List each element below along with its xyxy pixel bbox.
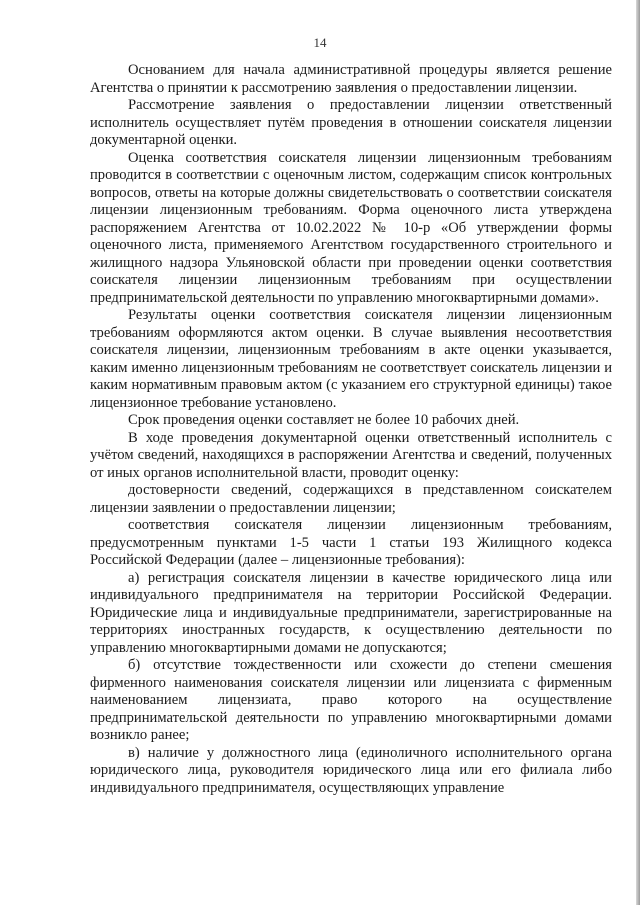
document-body [90, 62, 612, 797]
paragraph-deadline: Срок проведения оценки составляет не более 10 рабочих дней. [128, 412, 520, 428]
paragraph-review: Рассмотрение заявления о предоставлении лицензии ответственный исполнитель осуществляет путём проведения в отношении соискателя лицензии документарной оценки. [90, 97, 612, 148]
paragraph-assessment-results: Результаты оценки соответствия соискателя лицензии лицензионным требованиям оформляются актом оценки. В случае выявления несоответствия соискателя лицензии, лицензионным требованиям в акте оценки указывается, каким именно лицензионным требованиям не соответствует соискатель лицензии и каким нормативным правовым актом (с указанием его структурной единицы) такое лицензионное требование установлено. [90, 307, 612, 411]
paragraph-compliance: соответствия соискателя лицензии лицензионным требованиям, предусмотренным пунктами 1-5 части 1 статьи 193 Жилищного кодекса Российской Федерации (далее – лицензионные требования): [90, 517, 612, 568]
scan-edge-shadow [636, 0, 640, 905]
paragraph-assessment-form: Оценка соответствия соискателя лицензии лицензионным требованиям проводится в соответствии с оценочным листом, содержащим список контрольных вопросов, ответы на которые должны свидетельствовать о соответствии соискателя лицензии лицензионным требованиям. Форма оценочного листа утверждена распоряжением Агентства от 10.02.2022 № 10-р «Об утверждении формы оценочного листа, применяемого Агентством государственного строительного и жилищного надзора Ульяновской области при проведении оценки соответствия соискателя лицензии лицензионным требованиям при осуществлении предпринимательской деятельности по управлению многоквартирными домами». [90, 149, 612, 306]
paragraph-item-a: а) регистрация соискателя лицензии в качестве юридического лица или индивидуального предпринимателя на территории Российской Федерации. Юридические лица и индивидуальные предприниматели, зарегистрированные на территориях иностранных государств, к осуществлению деятельности по управлению многоквартирными домами не допускаются; [90, 569, 612, 656]
paragraph-documentary-assessment: В ходе проведения документарной оценки ответственный исполнитель с учётом сведений, находящихся в распоряжении Агентства и сведений, полученных от иных органов исполнительной власти, проводит оценку: [90, 429, 612, 481]
paragraph-item-v: в) наличие у должностного лица (единоличного исполнительного органа юридического лица, руководителя юридического лица или его филиала либо индивидуального предпринимателя, осуществляющих управление [90, 744, 612, 796]
paragraph-item-b: б) отсутствие тождественности или схожести до степени смешения фирменного наименования соискателя лицензии или лицензиата с фирменным наименованием лицензиата, право которого на осуществление предпринимательской деятельности по управлению многоквартирными домами возникло ранее; [90, 657, 612, 743]
paragraph-basis: Основанием для начала административной процедуры является решение Агентства о принятии к рассмотрению заявления о предоставлении лицензии. [90, 62, 612, 96]
paragraph-reliability: достоверности сведений, содержащихся в представленном соискателем лицензии заявлении о предоставлении лицензии; [90, 482, 612, 516]
page-number: 14 [313, 35, 327, 50]
